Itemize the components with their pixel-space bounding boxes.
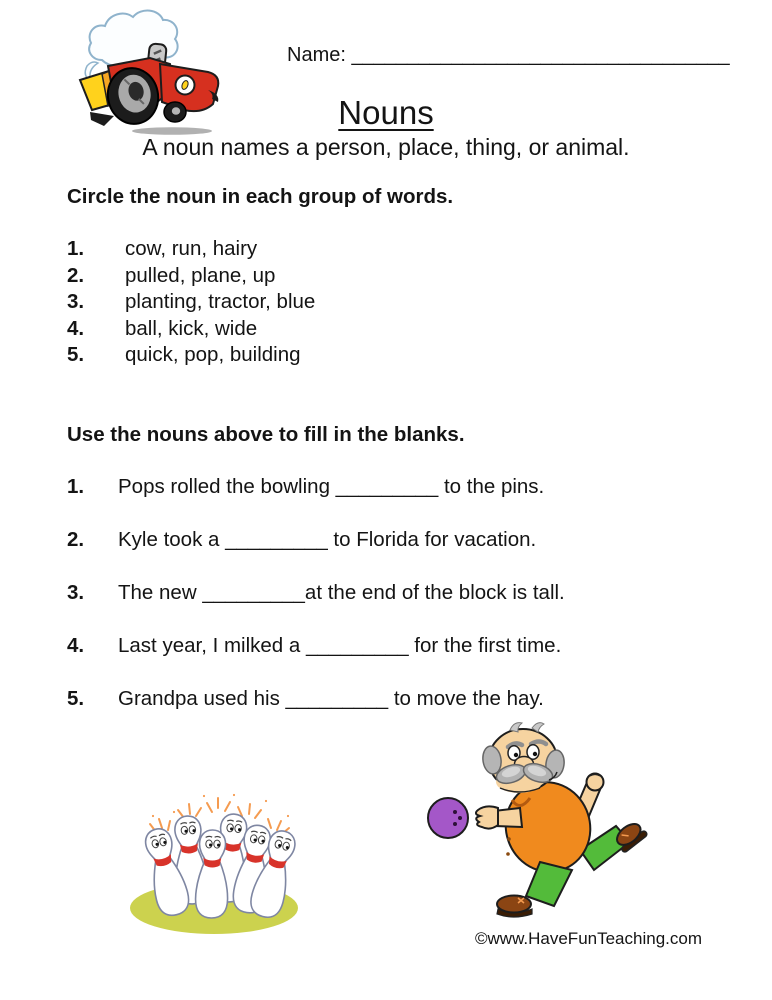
list-item xyxy=(67,316,315,343)
item-number: 3. xyxy=(67,290,85,313)
eyebrow xyxy=(531,742,546,745)
page-title: Nouns xyxy=(338,94,434,131)
name-row xyxy=(287,44,730,67)
sentence-with-blank: Pops rolled the bowling _________ to the pins. xyxy=(118,475,545,498)
item-number: 5. xyxy=(67,343,85,366)
bowling-pins-clipart xyxy=(126,786,304,938)
front-arm xyxy=(476,806,522,828)
noun-definition: A noun names a person, place, thing, or animal. xyxy=(142,134,630,160)
section-blanks-heading: Use the nouns above to fill in the blanks. xyxy=(67,423,465,446)
sentence-with-blank: Kyle took a _________ to Florida for vacation. xyxy=(118,528,537,551)
fill-blanks-list xyxy=(67,475,565,740)
front-shoe xyxy=(497,896,532,918)
open-hand xyxy=(476,806,498,828)
sentence-with-blank: Grandpa used his _________ to move the hay. xyxy=(118,687,544,710)
list-item xyxy=(67,263,315,290)
name-label: Name: xyxy=(287,44,346,66)
item-text: planting, tractor, blue xyxy=(125,290,316,313)
item-text: pulled, plane, up xyxy=(125,263,276,287)
name-blank-line: __________________________________ xyxy=(351,44,730,66)
list-item xyxy=(67,634,565,687)
list-item xyxy=(67,581,565,634)
item-number: 4. xyxy=(67,316,85,340)
list-item xyxy=(67,289,315,316)
section-circle-heading: Circle the noun in each group of words. xyxy=(67,185,454,208)
item-number: 5. xyxy=(67,687,85,710)
list-item xyxy=(67,475,565,528)
item-number: 4. xyxy=(67,634,85,657)
grandpa-bowling-clipart xyxy=(408,712,653,924)
item-number: 1. xyxy=(67,475,85,498)
item-number: 2. xyxy=(67,528,85,551)
item-number: 3. xyxy=(67,581,85,604)
bowling-ball xyxy=(428,798,468,838)
item-text: cow, run, hairy xyxy=(125,237,258,260)
list-item xyxy=(67,236,315,263)
item-text: ball, kick, wide xyxy=(125,316,258,340)
item-number: 1. xyxy=(67,237,85,260)
item-text: quick, pop, building xyxy=(125,343,301,366)
list-item xyxy=(67,528,565,581)
sentence-with-blank: Last year, I milked a _________ for the first time. xyxy=(118,634,562,657)
copyright-text: ©www.HaveFunTeaching.com xyxy=(474,929,702,948)
circle-noun-list xyxy=(67,236,315,369)
sentence-with-blank: The new _________at the end of the block is tall. xyxy=(118,581,565,604)
item-number: 2. xyxy=(67,263,85,287)
shock-lines xyxy=(150,794,289,834)
list-item xyxy=(67,342,315,369)
